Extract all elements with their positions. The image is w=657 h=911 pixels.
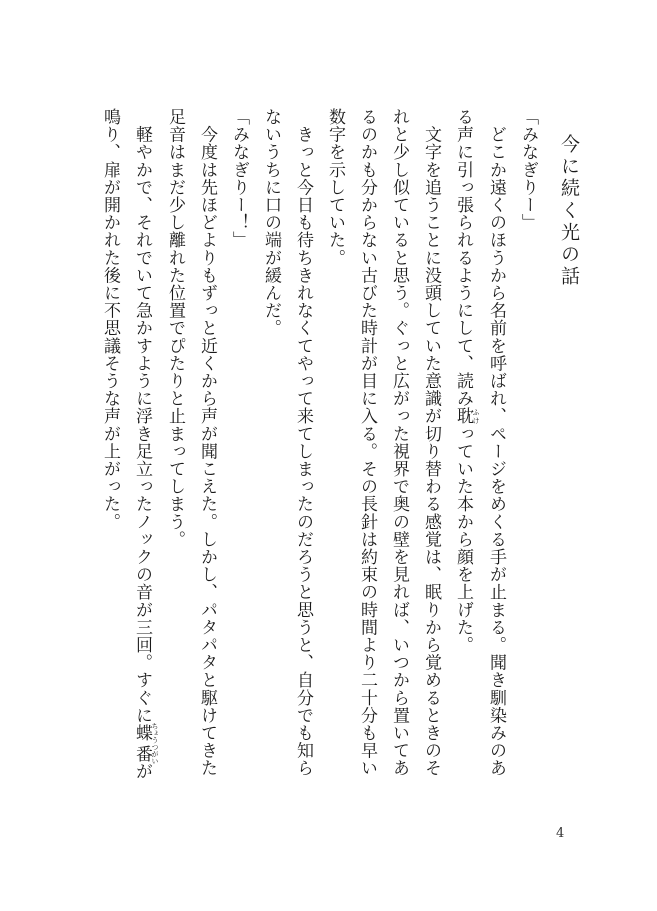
text-line: どこか遠くのほうから名前を呼ばれ、ページをめくる手が止まる。聞き馴染みのあ bbox=[486, 125, 506, 777]
text-line: 「みなぎりー」 bbox=[518, 108, 538, 232]
chapter-title: 今に続く光の話 bbox=[558, 134, 580, 288]
text-line: るのかも分からない古びた時計が目に入る。その長針は約束の時間より二十分も早い bbox=[357, 108, 377, 777]
text-line: 文字を追うことに没頭していた意識が切り替わる感覚は、眠りから覚めるときのそ bbox=[421, 125, 441, 777]
text-line: 「みなぎりー！」 bbox=[229, 108, 249, 249]
text-line: 今度は先ほどよりもずっと近くから声が聞こえた。しかし、パタパタと駆けてきた bbox=[197, 125, 217, 777]
text-line: れと少し似ていると思う。ぐっと広がった視界で奥の壁を見れば、いつから置いてあ bbox=[389, 108, 409, 777]
text-line: 数字を示していた。 bbox=[325, 108, 345, 267]
text-line: 軽やかで、それでいて急かすように浮き足立ったノックの音が三回。すぐに蝶番 ちょうつがいが bbox=[132, 125, 159, 781]
text-line: る声に引っ張られるようにして、読み耽 ふけっていた本から顔を上げた。 bbox=[453, 108, 480, 654]
ruby-word: 耽 ふけ bbox=[453, 407, 480, 425]
text-line: 鳴り、扉が開かれた後に不思議そうな声が上がった。 bbox=[100, 108, 120, 531]
ruby-word: 蝶番 ちょうつがい bbox=[132, 722, 159, 765]
text-line: 足音はまだ少し離れた位置でぴたりと止まってしまう。 bbox=[165, 108, 185, 548]
text-line: きっと今日も待ちきれなくてやって来てしまったのだろうと思うと、自分でも知ら bbox=[293, 125, 313, 777]
text-line: ないうちに口の端が緩んだ。 bbox=[261, 108, 281, 337]
body-text bbox=[94, 108, 544, 808]
page-number: 4 bbox=[556, 826, 565, 841]
